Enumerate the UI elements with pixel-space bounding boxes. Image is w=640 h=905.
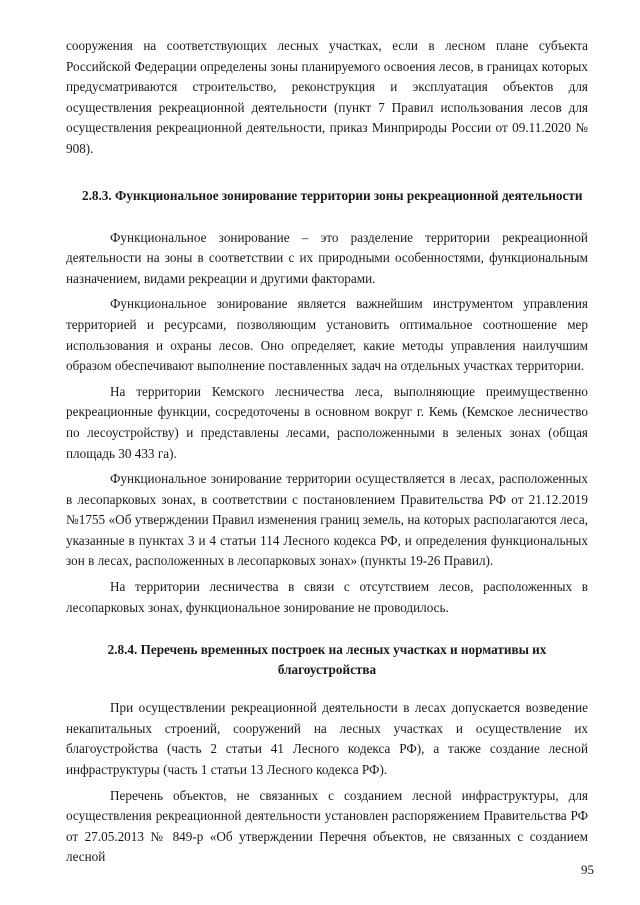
section-2-8-4-heading [66, 640, 588, 680]
paragraph: На территории лесничества в связи с отсутствием лесов, расположенных в лесопарковых зонах, функциональное зонирование не проводилось. [66, 579, 588, 615]
section-2-8-4-heading-line2: благоустройства [277, 662, 377, 678]
page-number: 95 [581, 862, 594, 877]
paragraph: Функциональное зонирование территории осуществляется в лесах, расположенных в лесопарковых зонах, в соответствии с постановлением Правительства РФ от 21.12.2019 №1755 «Об утверждении Правил изменения границ земель, на которых располагаются леса, указанные в пунктах 3 и 4 статьи 114 Лесного кодекса РФ, и определения функциональных зон в лесах, расположенных в лесопарковых зонах» (пункты 19-26 Правил). [66, 471, 588, 569]
paragraph: Перечень объектов, не связанных с созданием лесной инфраструктуры, для осуществления рекреационной деятельности установлен распоряжением Правительства РФ от 27.05.2013 № 849-р «Об утверждении Перечня объектов, не связанных с созданием лесной [66, 787, 588, 865]
intro-paragraph: сооружения на соответствующих лесных участках, если в лесном плане субъекта Российской Федерации определены зоны планируемого освоения лесов, в границах которых предусматриваются строительство, реконструкция и эксплуатация объектов для осуществления рекреационной деятельности (пункт 7 Правил использования лесов для осуществления рекреационной деятельности, приказ Минприроды России от 09.11.2020 № 908). [66, 38, 588, 156]
paragraph: При осуществлении рекреационной деятельности в лесах допускается возведение некапитальных строений, сооружений на лесных участках и осуществление их благоустройства (часть 2 статьи 41 Лесного кодекса РФ), а также создание лесной инфраструктуры (часть 1 статьи 13 Лесного кодекса РФ). [66, 700, 588, 778]
section-2-8-4-heading-line1: 2.8.4. Перечень временных построек на лесных участках и нормативы их [107, 642, 547, 658]
paragraph: Функциональное зонирование является важнейшим инструментом управления территорией и ресурсами, позволяющим установить оптимальное соотношение мер использования и охраны лесов. Оно определяет, какие методы управления наилучшим образом обеспечивают выполнение поставленных задач на отдельных участках территории. [66, 296, 588, 374]
paragraph: На территории Кемского лесничества леса, выполняющие преимущественно рекреационные функции, сосредоточены в основном вокруг г. Кемь (Кемское лесничество по лесоустройству) и представлены лесами, расположенными в зеленых зонах (общая площадь 30 433 га). [66, 383, 588, 461]
section-2-8-3-heading: 2.8.3. Функциональное зонирование территории зоны рекреационной деятельности [82, 187, 583, 203]
paragraph: Функциональное зонирование – это разделение территории рекреационной деятельности на зоны в соответствии с их природными особенностями, функциональным назначением, видами рекреации и другими факторами. [66, 229, 588, 286]
